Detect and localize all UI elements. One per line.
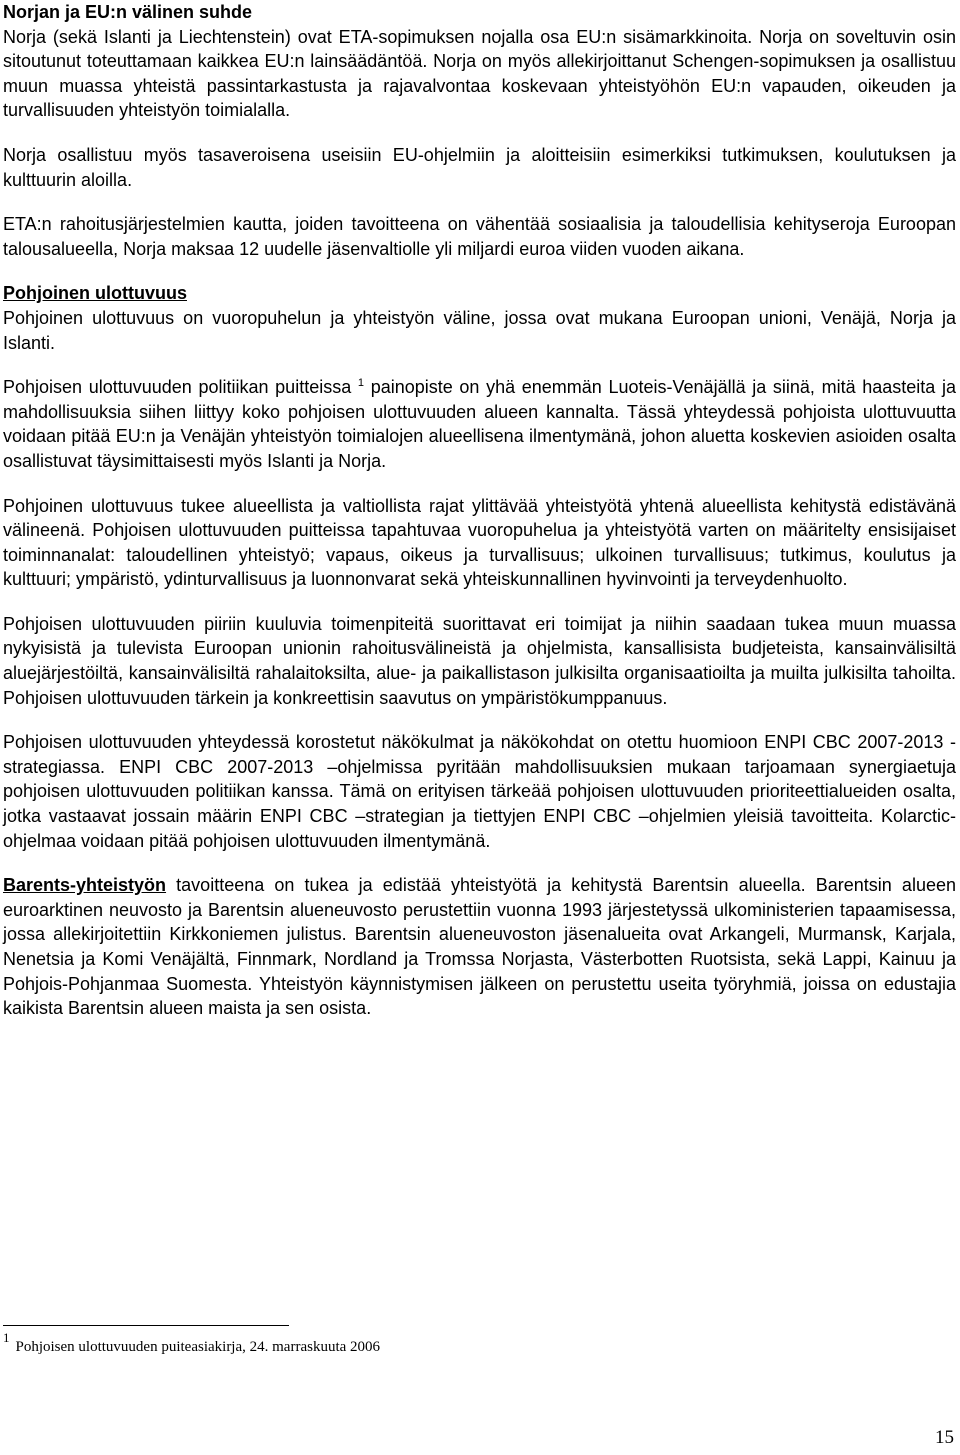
section-heading-northern-dimension: Pohjoinen ulottuvuus: [3, 283, 187, 304]
footnote-number: 1: [3, 1330, 10, 1345]
section-heading-barents: Barents-yhteistyön: [3, 875, 167, 896]
paragraph-northern-dimension-definition: Pohjoinen ulottuvuus on vuoropuhelun ja yhteistyön väline, jossa ovat mukana Euroopan unioni, Venäjä, Norja ja Islanti.: [3, 307, 956, 353]
paragraph-eea-agreement: Norja (sekä Islanti ja Liechtenstein) ovat ETA-sopimuksen nojalla osa EU:n sisämarkkinoita. Norja on soveltuvin osin sitoutunut toteuttamaan kaikkea EU:n lainsäädäntöä. Norja on myös allekirjoittanut Schengen-sopimuksen ja osallistuu muun muassa yhteistä passintarkastusta ja rajavalvontaa koskevaan yhteistyöhön EU:n vapauden, oikeuden ja turvallisuuden yhteistyön toimialalla.: [3, 26, 956, 121]
paragraph-eu-programmes: Norja osallistuu myös tasaveroisena useisiin EU-ohjelmiin ja aloitteisiin esimerkiksi tutkimuksen, koulutuksen ja kulttuurin aloilla.: [3, 144, 956, 190]
paragraph-funding-actors: Pohjoisen ulottuvuuden piiriin kuuluvia toimenpiteitä suorittavat eri toimijat ja niihin saadaan tukea muun muassa nykyisistä ja tulevista Euroopan unionin rahoitusvälineistä ja ohjelmista, kansallisista budjeteista, kansainvälisiltä aluejärjestöiltä, kansainvälisiltä rahalaitoksilta, alue- ja paikallistason julkisilta organisaatioilta ja muilta julkisilta tahoilta. Pohjoisen ulottuvuuden tärkein ja konkreettisin saavutus on ympäristökumppanuus.: [3, 613, 956, 708]
footnote-text: Pohjoisen ulottuvuuden puiteasiakirja, 24. marraskuuta 2006: [15, 1339, 381, 1355]
paragraph-barents-cooperation: [3, 873, 956, 1021]
paragraph-eea-financing: ETA:n rahoitusjärjestelmien kautta, joiden tavoitteena on vähentää sosiaalisia ja taloudellisia kehityseroja Euroopan talousalueella, Norja maksaa 12 uudelle jäsenvaltiolle yli miljardi euroa viiden vuoden aikana.: [3, 214, 956, 259]
footnote-divider: [3, 1325, 289, 1326]
paragraph-policy-framework-start: Pohjoisen ulottuvuuden politiikan puitteissa: [3, 377, 352, 398]
page-number: 15: [935, 1427, 954, 1448]
footnote-reference: 1: [357, 377, 365, 390]
paragraph-policy-framework: [3, 375, 956, 473]
footnote: [3, 1330, 381, 1356]
paragraph-policy-framework-rest: painopiste on yhä enemmän Luoteis-Venäjällä ja siinä, mitä haasteita ja mahdollisuuksia siihen liittyy koko pohjoisen ulottuvuuden alueen kannalta. Tässä yhteydessä pohjoista ulottuvuutta voidaan pitää EU:n ja Venäjän yhteistyön toimialojen alueellisena ilmentymänä, johon aluetta koskevien asioiden osalta osallistuvat täysimittaisesti myös Islanti ja Norja.: [3, 377, 956, 471]
paragraph-barents-body: tavoitteena on tukea ja edistää yhteistyötä ja kehitystä Barentsin alueella. Barentsin alueen euroarktinen neuvosto ja Barentsin alueneuvosto perustettiin vuonna 1993 järjestetyssä ulkoministerien tapaamisessa, jossa allekirjoitettiin Kirkkoniemen julistus. Barentsin alueneuvoston jäsenalueita ovat Arkangeli, Murmansk, Karjala, Nenetsia ja Komi Venäjältä, Finnmark, Nordland ja Tromssa Norjasta, Västerbotten Ruotsista, sekä Lappi, Kainuu ja Pohjois-Pohjanmaa Suomesta. Yhteistyön käynnistymisen jälkeen on perustettu useita työryhmiä, joissa on edustajia kaikista Barentsin alueen maista ja sen osista.: [3, 875, 956, 1019]
document-page: [3, 0, 956, 1021]
section-heading-norway-eu: Norjan ja EU:n välinen suhde: [3, 2, 253, 22]
paragraph-enpi-cbc: Pohjoisen ulottuvuuden yhteydessä korostetut näkökulmat ja näkökohdat on otettu huomioon ENPI CBC 2007-2013 -strategiassa. ENPI CBC 2007-2013 –ohjelmissa pyritään mahdollisuuksien mukaan tarjoamaan synergiaetuja pohjoisen ulottuvuuden politiikan kanssa. Tämä on erityisen tärkeää pohjoisen ulottuvuuden prioriteettialueiden osalta, jotka vastaavat jossain määrin ENPI CBC –strategian ja tiettyjen ENPI CBC –ohjelmien yleisiä tavoitteita. Kolarctic-ohjelmaa voidaan pitää pohjoisen ulottuvuuden ilmentymänä.: [3, 732, 956, 851]
paragraph-priority-areas: Pohjoinen ulottuvuus tukee alueellista ja valtiollista rajat ylittävää yhteistyötä yhtenä alueellista kehitystä edistävänä välineenä. Pohjoisen ulottuvuuden puitteissa tapahtuvaa vuoropuhelua ja yhteistyötä varten on määritelty ensisijaiset toiminnanalat: taloudellinen yhteistyö; vapaus, oikeus ja turvallisuus; ulkoinen turvallisuus; tutkimus, koulutus ja kulttuuri; ympäristö, ydinturvallisuus ja luonnonvarat sekä yhteiskunnallinen hyvinvointi ja terveydenhuolto.: [3, 495, 956, 590]
section-northern-dimension-intro: [3, 281, 956, 355]
